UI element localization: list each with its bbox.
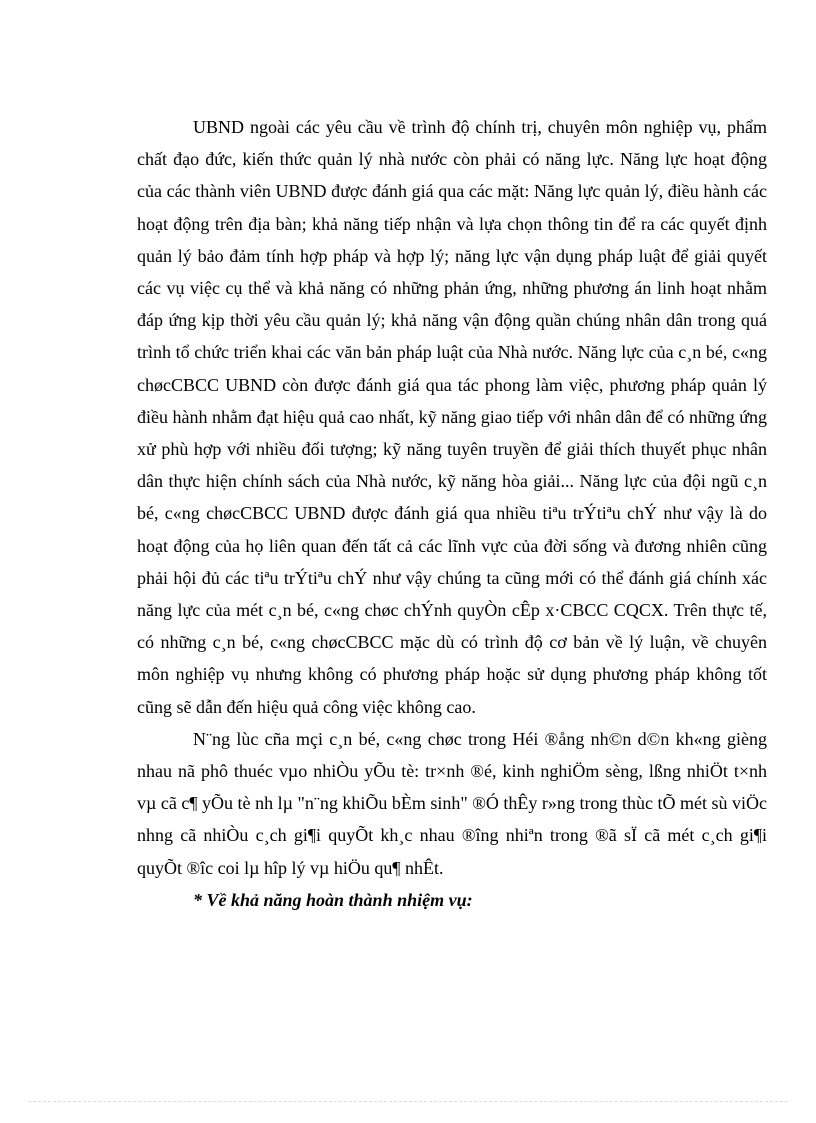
page-bottom-divider [28, 1101, 788, 1102]
paragraph-capacity-requirements: UBND ngoài các yêu cầu về trình độ chính trị, chuyên môn nghiệp vụ, phẩm chất đạo đức, kiến thức quản lý nhà nước còn phải có năng lực. Năng lực hoạt động của các thành viên UBND được đánh giá qua các mặt: Năng lực quản lý, điều hành các hoạt động trên địa bàn; khả năng tiếp nhận và lựa chọn thông tin để ra các quyết định quản lý bảo đảm tính hợp pháp và hợp lý; năng lực vận dụng pháp luật để giải quyết các vụ việc cụ thể và khả năng có những phản ứng, những phương án linh hoạt nhằm đáp ứng kịp thời yêu cầu quản lý; khả năng vận động quần chúng nhân dân trong quá trình tổ chức triển khai các văn bản pháp luật của Nhà nước. Năng lực của c¸n bé, c«ng chøcCBCC UBND còn được đánh giá qua tác phong làm việc, phương pháp quản lý điều hành nhằm đạt hiệu quả cao nhất, kỹ năng giao tiếp với nhân dân để có những ứng xử phù hợp với nhiều đối tượng; kỹ năng tuyên truyền để giải thích thuyết phục nhân dân thực hiện chính sách của Nhà nước, kỹ năng hòa giải... Năng lực của đội ngũ c¸n bé, c«ng chøcCBCC UBND được đánh giá qua nhiều tiªu trÝtiªu chÝ như vậy là do hoạt động của họ liên quan đến tất cả các lĩnh vực của đời sống và đương nhiên cũng phải hội đủ các tiªu trÝtiªu chÝ như vậy chúng ta cũng mới có thể đánh giá chính xác năng lực của mét c¸n bé, c«ng chøc chÝnh quyÒn cÊp x·CBCC CQCX. Trên thực tế, có những c¸n bé, c«ng chøcCBCC mặc dù có trình độ cơ bản về lý luận, về chuyên môn nghiệp vụ nhưng không có phương pháp hoặc sử dụng phương pháp không tốt cũng sẽ dẫn đến hiệu quả công việc không cao. [137, 117, 767, 717]
section-heading: * Về khả năng hoàn thành nhiệm vụ: [193, 889, 473, 910]
paragraph-council-capacity: N¨ng lùc cña mçi c¸n bé, c«ng chøc trong Héi ®ång nh©n d©n kh«ng gièng nhau nã phô thuéc vµo nhiÒu yÕu tè: tr×nh ®é, kinh nghiÖm sèng, lßng nhiÖt t×nh vµ cã c¶ yÕu tè nh lµ "n¨ng khiÕu bÈm sinh" ®Ó thÊy r»ng trong thùc tÕ mét sù viÖc nhng cã nhiÒu c¸ch gi¶i quyÕt kh¸c nhau ®îng nhiªn trong ®ã sÏ cã mét c¸ch gi¶i quyÕt ®îc coi lµ hîp lý vµ hiÖu qu¶ nhÊt. [137, 728, 767, 878]
document-body [137, 111, 767, 916]
